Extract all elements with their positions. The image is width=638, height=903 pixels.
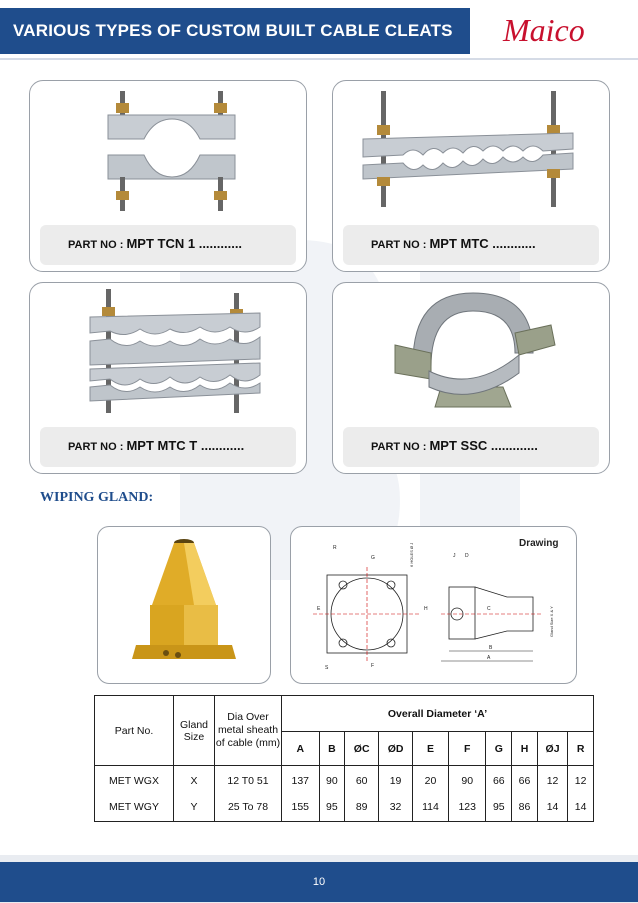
val-e-y: 114	[422, 800, 439, 813]
table-cell-part	[95, 766, 174, 822]
drawing-title: Drawing	[519, 538, 559, 549]
row-dia-x: 12 T0 51	[227, 774, 269, 787]
table-cell-a	[282, 766, 320, 822]
th-col-e: E	[413, 732, 449, 766]
table-cell-d	[379, 766, 413, 822]
part-dots: .............	[487, 438, 538, 453]
row-gland-y: Y	[190, 800, 198, 813]
product-card-mtct	[29, 282, 307, 474]
cleat-mtc-photo	[333, 81, 609, 217]
page-number: 10	[312, 876, 326, 888]
table-cell-g	[486, 766, 512, 822]
drawing-holes-note: 6 HOLES Ø J	[409, 542, 414, 567]
table-cell-j	[537, 766, 567, 822]
drawing-letter-f: F	[371, 663, 375, 669]
product-card-tcn1	[29, 80, 307, 272]
drawing-letter-r: R	[333, 545, 337, 551]
wiping-gland-photo-box	[97, 526, 271, 684]
part-number: MPT TCN 1	[126, 236, 196, 251]
val-r-x: 12	[574, 774, 587, 787]
page-header	[0, 0, 638, 58]
cleat-ssc-photo	[333, 283, 609, 419]
th-overall-diameter: Overall Diameter ‘A’	[282, 696, 594, 732]
table-cell-r	[568, 766, 594, 822]
th-dia-over: Dia Over metal sheath of cable (mm)	[215, 696, 282, 766]
val-c-y: 89	[355, 800, 368, 813]
th-col-c: ØC	[345, 732, 379, 766]
val-h-y: 86	[518, 800, 531, 813]
drawing-gland-size-note: Gland Size X & Y	[549, 606, 554, 637]
table-cell-h	[512, 766, 538, 822]
part-label	[68, 236, 242, 251]
header-divider	[0, 58, 638, 60]
val-d-x: 19	[389, 774, 402, 787]
part-label	[371, 438, 538, 453]
drawing-letter-c: C	[487, 606, 491, 612]
part-prefix: PART NO :	[371, 239, 430, 251]
part-number: MPT MTC	[429, 236, 489, 251]
cleat-tcn1-photo	[30, 81, 306, 217]
table-cell-dia	[215, 766, 282, 822]
drawing-letter-s: S	[325, 665, 329, 671]
part-dots: ............	[197, 438, 245, 453]
th-col-h: H	[512, 732, 538, 766]
row-gland-x: X	[190, 774, 198, 787]
drawing-letter-b: B	[489, 645, 493, 651]
th-col-a: A	[282, 732, 320, 766]
table-cell-c	[345, 766, 379, 822]
technical-drawing-box	[290, 526, 577, 684]
th-col-j: ØJ	[537, 732, 567, 766]
part-prefix: PART NO :	[68, 239, 127, 251]
part-label	[371, 236, 536, 251]
drawing-letter-g: G	[371, 555, 375, 561]
val-j-x: 12	[546, 774, 559, 787]
th-col-f: F	[448, 732, 486, 766]
val-a-y: 155	[291, 800, 310, 813]
val-j-y: 14	[546, 800, 559, 813]
val-f-x: 90	[461, 774, 474, 787]
val-d-y: 32	[389, 800, 402, 813]
part-prefix: PART NO :	[371, 441, 430, 453]
section-title: WIPING GLAND:	[40, 490, 154, 505]
val-e-x: 20	[424, 774, 437, 787]
part-number: MPT MTC T	[126, 438, 198, 453]
th-col-b: B	[319, 732, 345, 766]
th-col-r: R	[568, 732, 594, 766]
val-c-x: 60	[355, 774, 368, 787]
part-dots: ............	[195, 236, 243, 251]
val-b-y: 95	[326, 800, 338, 813]
drawing-letter-a: A	[487, 655, 491, 661]
drawing-letter-d: D	[465, 553, 469, 559]
table-cell-b	[319, 766, 345, 822]
val-f-y: 123	[458, 800, 476, 813]
product-card-mtc	[332, 80, 610, 272]
product-card-ssc	[332, 282, 610, 474]
technical-drawing	[291, 527, 576, 683]
wiping-gland-photo	[98, 527, 270, 683]
val-a-x: 137	[291, 774, 310, 787]
part-label	[68, 438, 244, 453]
spec-table	[94, 695, 594, 822]
cleat-mtct-photo	[30, 283, 306, 419]
page-title: VARIOUS TYPES OF CUSTOM BUILT CABLE CLEATS	[13, 21, 453, 40]
part-number: MPT SSC	[429, 438, 488, 453]
table-cell-gland	[174, 766, 215, 822]
val-h-x: 66	[518, 774, 531, 787]
table-cell-e	[413, 766, 449, 822]
th-col-g: G	[486, 732, 512, 766]
val-b-x: 90	[326, 774, 338, 787]
drawing-letter-e: E	[317, 606, 321, 612]
drawing-letter-h: H	[424, 606, 428, 612]
part-dots: ............	[488, 236, 536, 251]
val-r-y: 14	[574, 800, 587, 813]
brand-logo: Maico	[503, 12, 585, 48]
row-part-wgy: MET WGY	[109, 800, 159, 813]
th-part-no: Part No.	[95, 696, 174, 766]
val-g-y: 95	[492, 800, 505, 813]
part-prefix: PART NO :	[68, 441, 127, 453]
drawing-letter-j: J	[453, 553, 456, 559]
table-cell-f	[448, 766, 486, 822]
th-gland-size: Gland Size	[174, 696, 215, 766]
row-dia-y: 25 To 78	[227, 800, 269, 813]
val-g-x: 66	[492, 774, 505, 787]
th-col-d: ØD	[379, 732, 413, 766]
row-part-wgx: MET WGX	[109, 774, 159, 787]
